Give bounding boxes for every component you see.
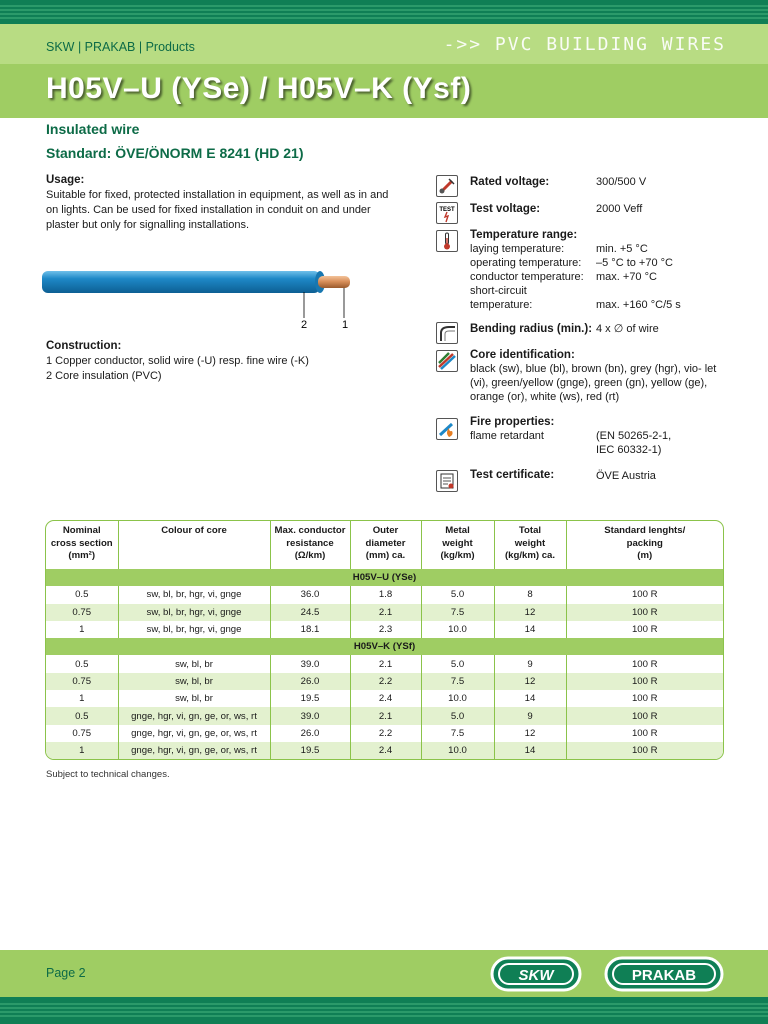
table-row — [46, 655, 723, 672]
table-cell: 0.75 — [72, 727, 92, 739]
test-voltage-value: 2000 Veff — [596, 203, 643, 215]
table-header-line: resistance — [286, 537, 334, 549]
table-section-row — [46, 569, 723, 586]
certificate-icon — [436, 470, 458, 492]
table-cell: 14 — [494, 742, 566, 759]
table-row — [46, 742, 723, 759]
usage-text: Suitable for fixed, protected installation in equipment, as well as in and on lights. Can be used for fixed installation in conduit on and under plaster but only for signalling installations. — [46, 189, 389, 231]
table-cell: 39.0 — [270, 655, 350, 672]
construction-item: 2 Core insulation (PVC) — [46, 370, 162, 382]
temp-key: short-circuit — [470, 285, 527, 297]
fire-value-2: IEC 60332-1) — [596, 444, 662, 456]
temp-key: temperature: — [470, 299, 533, 311]
wire-illustration — [40, 262, 370, 334]
table-cell: 24.5 — [270, 604, 350, 621]
table-cell: 2.4 — [350, 742, 421, 759]
footer-bar — [0, 997, 768, 1024]
temp-value: max. +70 °C — [596, 271, 657, 283]
certificate-label: Test certificate: — [470, 469, 555, 481]
table-cell: gnge, hgr, vi, gn, ge, or, ws, rt — [118, 725, 270, 742]
table-cell: sw, bl, br — [118, 673, 270, 690]
table-cell: 2.1 — [350, 655, 421, 672]
table-row — [46, 621, 723, 638]
table-cell: 0.75 — [46, 604, 118, 621]
fire-label: Fire properties: — [470, 416, 555, 428]
table-header-line: Total — [518, 525, 542, 536]
construction-item: 1 Copper conductor, solid wire (-U) resp. fine wire (-K) — [46, 355, 309, 367]
table-header-line: Outer — [372, 525, 399, 536]
construction-section — [46, 339, 309, 384]
table-row — [46, 586, 723, 603]
table-cell: 0.5 — [46, 707, 118, 724]
table-cell: sw, bl, br, hgr, vi, gnge — [118, 621, 270, 638]
table-cell: 12 — [494, 604, 566, 621]
bending-value: 4 x ∅ of wire — [596, 323, 659, 335]
construction-heading: Construction: — [46, 340, 122, 352]
table-cell: 2.2 — [350, 725, 421, 742]
table-cell: 1.8 — [350, 586, 421, 603]
table-cell: 12 — [494, 673, 566, 690]
table-cell: 7.5 — [421, 673, 494, 690]
table-cell: 100 R — [566, 725, 723, 742]
table-header — [270, 521, 350, 569]
table-cell: 1 — [79, 624, 85, 636]
table-row — [46, 604, 723, 621]
table-cell: 10.0 — [421, 621, 494, 638]
table-cell: 14 — [494, 621, 566, 638]
table-cell: 9 — [494, 655, 566, 672]
wire-copper — [318, 276, 350, 288]
table-row — [46, 725, 723, 742]
table-cell: 26.0 — [270, 673, 350, 690]
table-header-line: Metal — [445, 525, 470, 536]
series-label: ->> PVC BUILDING WIRES — [443, 34, 726, 55]
usage-section — [46, 173, 396, 233]
table-header — [46, 521, 118, 569]
table-cell: 12 — [494, 725, 566, 742]
table-header-line: cross section — [50, 537, 113, 549]
table-cell: sw, bl, br, hgr, vi, gnge — [118, 604, 270, 621]
table-cell: 9 — [494, 707, 566, 724]
table-cell: 10.0 — [421, 742, 494, 759]
test-voltage-label: Test voltage: — [470, 203, 541, 215]
standard-label: Standard: ÖVE/ÖNORM E 8241 (HD 21) — [46, 145, 304, 161]
table-cell: 39.0 — [270, 707, 350, 724]
fire-key: flame retardant — [470, 430, 544, 442]
table-cell: 10.0 — [421, 690, 494, 707]
table-header — [118, 521, 270, 569]
temp-value: max. +160 °C/5 s — [596, 299, 681, 311]
table-cell: gnge, hgr, vi, gn, ge, or, ws, rt — [118, 707, 270, 724]
table-cell: 0.75 — [46, 673, 118, 690]
table-header-line: (mm) ca. — [365, 550, 406, 561]
table-cell: 2.3 — [350, 621, 421, 638]
temp-key: conductor temperature: — [470, 271, 584, 283]
table-header-line: (kg/km) — [440, 550, 475, 561]
svg-text:TEST: TEST — [439, 207, 455, 213]
cable-colors-icon — [436, 350, 458, 372]
table-cell: 19.5 — [270, 742, 350, 759]
table-cell: 26.0 — [270, 725, 350, 742]
table-header — [350, 521, 421, 569]
wire-label-2: 2 — [300, 319, 308, 331]
table-cell: 8 — [494, 586, 566, 603]
top-bar — [0, 0, 768, 24]
table-cell: 2.1 — [350, 707, 421, 724]
table-cell: 5.0 — [421, 655, 494, 672]
bending-label: Bending radius (min.): — [470, 323, 593, 335]
table-cell: 2.1 — [350, 604, 421, 621]
table-header-line: packing — [626, 537, 663, 549]
table-cell: 100 R — [566, 586, 723, 603]
table-cell: 0.5 — [75, 658, 89, 670]
table-cell: 2.4 — [350, 690, 421, 707]
table-cell: 100 R — [566, 690, 723, 707]
table-cell: 100 R — [566, 673, 723, 690]
bending-icon — [436, 322, 458, 344]
table-cell: 1 — [79, 693, 85, 705]
table-header-line: (m) — [637, 550, 653, 561]
temp-value: –5 °C to +70 °C — [596, 257, 673, 269]
table-header — [494, 521, 566, 569]
table-cell: 18.1 — [270, 621, 350, 638]
temp-key: laying temperature: — [470, 243, 565, 255]
table-header-line: diameter — [365, 537, 406, 549]
temperature-label: Temperature range: — [470, 229, 578, 241]
table-row — [46, 673, 723, 690]
table-header-line: Nominal — [62, 525, 101, 536]
rated-voltage-label: Rated voltage: — [470, 176, 550, 188]
table-header-line: Colour of core — [161, 525, 227, 536]
table-cell: 100 R — [566, 707, 723, 724]
table-header — [421, 521, 494, 569]
section-title: H05V–U (YSe) — [46, 569, 723, 586]
cable-table — [45, 520, 724, 760]
page-title: H05V–U (YSe) / H05V–K (Ysf) — [46, 72, 472, 105]
table-row — [46, 690, 723, 707]
table-cell: sw, bl, br — [118, 690, 270, 707]
certificate-value: ÖVE Austria — [596, 470, 656, 482]
table-cell: 19.5 — [270, 690, 350, 707]
table-header — [566, 521, 723, 569]
table-cell: 100 R — [566, 742, 723, 759]
wire-insulation — [42, 271, 320, 293]
table-cell: 7.5 — [421, 604, 494, 621]
table-cell: 1 — [46, 742, 118, 759]
thermometer-icon — [436, 230, 458, 252]
table-cell: sw, bl, br, hgr, vi, gnge — [118, 586, 270, 603]
voltage-icon — [436, 175, 458, 197]
table-header-line: (mm²) — [68, 550, 96, 561]
table-header-line: Standard lenghts/ — [604, 525, 686, 536]
usage-heading: Usage: — [46, 174, 85, 186]
fire-value-1: (EN 50265-2-1, — [596, 430, 672, 442]
wire-label-1: 1 — [341, 319, 349, 331]
core-id-text: black (sw), blue (bl), brown (bn), grey (hgr), vio- let (vi), green/yellow (gnge), green (gn), yellow (ge), orange (or), white (ws), red (rt) — [470, 363, 717, 403]
temp-key: operating temperature: — [470, 257, 582, 269]
page-number: Page 2 — [46, 966, 86, 980]
table-header-line: (kg/km) ca. — [504, 550, 556, 561]
temperature-table — [470, 242, 681, 312]
table-header-line: (Ω/km) — [294, 550, 326, 561]
table-header-line: Max. conductor — [274, 525, 346, 536]
table-cell: 100 R — [566, 621, 723, 638]
fire-icon — [436, 418, 458, 440]
skw-logo — [490, 954, 582, 994]
table-cell: 2.2 — [350, 673, 421, 690]
table-cell: 100 R — [566, 604, 723, 621]
table-cell: 36.0 — [270, 586, 350, 603]
core-id-label: Core identification: — [470, 349, 575, 361]
table-header-line: weight — [514, 537, 546, 549]
table-row — [46, 707, 723, 724]
table-section-row — [46, 638, 723, 655]
footnote: Subject to technical changes. — [46, 769, 170, 780]
breadcrumb: SKW | PRAKAB | Products — [46, 40, 195, 54]
table-cell: sw, bl, br — [118, 655, 270, 672]
prakab-logo-text: PRAKAB — [631, 967, 697, 984]
table-cell: 5.0 — [421, 707, 494, 724]
skw-logo-text: SKW — [518, 967, 554, 984]
table-cell: 0.5 — [75, 589, 89, 601]
table-header-line: weight — [442, 537, 473, 549]
section-title: H05V–K (YSf) — [46, 638, 723, 655]
temp-value: min. +5 °C — [596, 243, 648, 255]
table-cell: 14 — [494, 690, 566, 707]
prakab-logo — [604, 954, 724, 994]
rated-voltage-value: 300/500 V — [596, 176, 647, 188]
subtitle: Insulated wire — [46, 121, 140, 137]
table-cell: 7.5 — [421, 725, 494, 742]
test-icon — [436, 202, 458, 224]
table-cell: 5.0 — [421, 586, 494, 603]
table-cell: gnge, hgr, vi, gn, ge, or, ws, rt — [118, 742, 270, 759]
table-cell: 100 R — [566, 655, 723, 672]
